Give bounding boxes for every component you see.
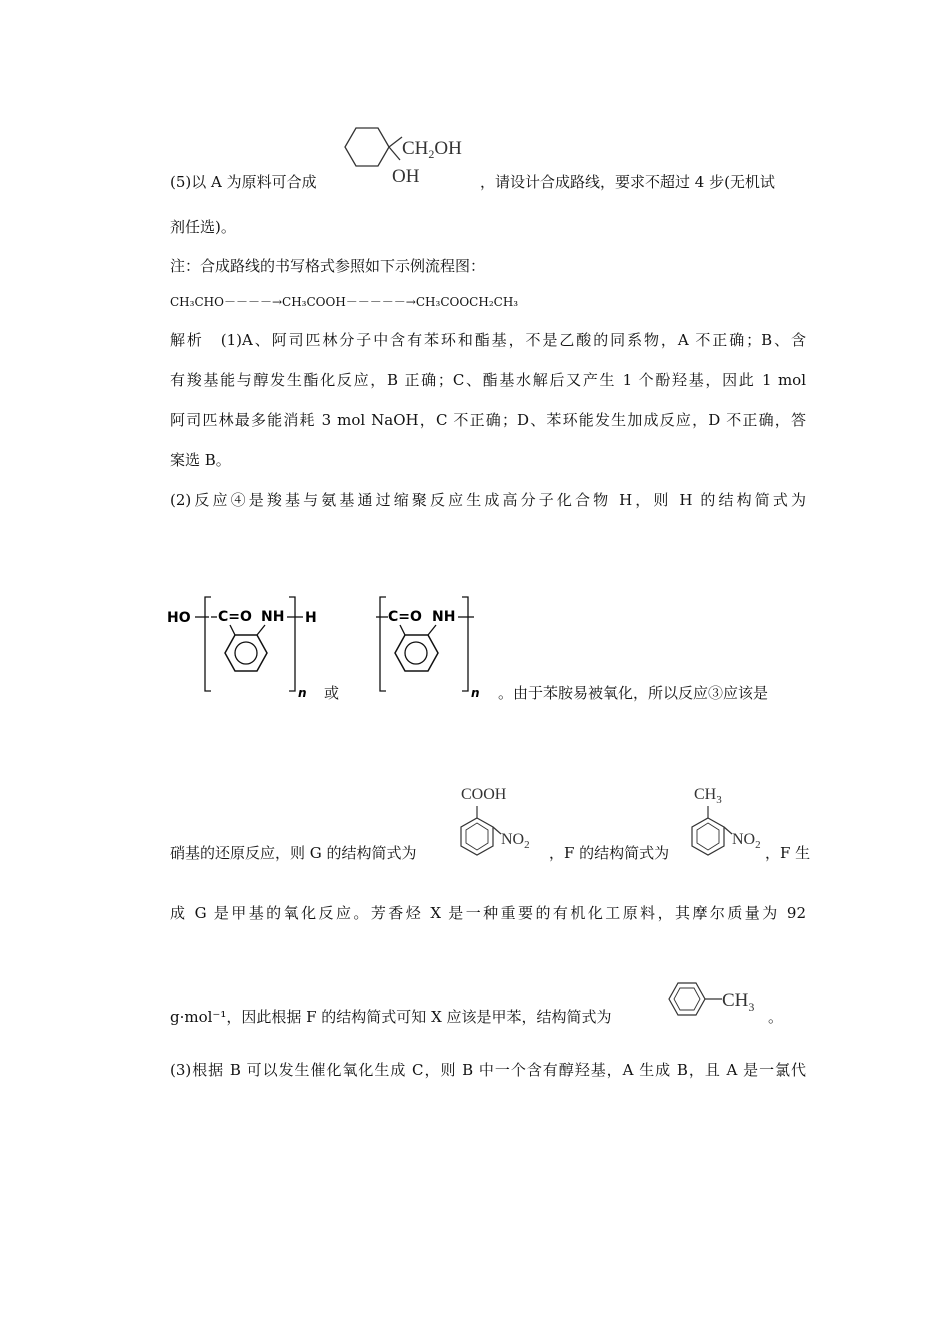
q5-text: (5)以 A 为原料可合成 (170, 173, 317, 191)
svg-text:NH: NH (432, 609, 456, 625)
flow-a: CH₃CHO (170, 295, 224, 309)
svg-text:NO2: $NO_2$ (732, 831, 761, 851)
ch2-label: CH (402, 138, 429, 159)
svg-text:n: n (298, 686, 307, 700)
analysis-x-line: 成 G 是甲基的氧化反应。芳香烃 X 是一种重要的有机化工原料，其摩尔质量为 92 (170, 904, 806, 922)
analysis-line-3: 阿司匹林最多能消耗 3 mol NaOH，C 不正确；D、苯环能发生加成反应，D 不正确，答 (170, 411, 806, 429)
flow-b: CH₃COOH (282, 295, 346, 309)
analysis-line-1: 解析 (1)A、阿司匹林分子中含有苯环和酯基，不是乙酸的同系物，A 不正确；B、含 (170, 331, 806, 349)
q5-text-2: ，请设计合成路线，要求不超过 4 步(无机试 (480, 173, 775, 191)
svg-text:HO: HO (167, 610, 191, 626)
analysis-x-line-2: g·mol⁻¹，因此根据 F 的结构简式可知 X 应该是甲苯，结构简式为 (170, 1008, 612, 1026)
g-structure (437, 780, 557, 862)
svg-text:NO2: $NO_2$ (501, 831, 530, 851)
analysis-g-text: 硝基的还原反应，则 G 的结构简式为 (170, 844, 417, 862)
analysis-p3: (3)根据 B 可以发生催化氧化生成 C，则 B 中一个含有醇羟基，A 生成 B，且 A 是一氯代 (170, 1061, 806, 1079)
flow-arrow-1: －－－－→ (223, 295, 283, 309)
example-flow (170, 292, 518, 312)
svg-text:H: H (305, 610, 317, 626)
svg-text:n: n (471, 686, 480, 700)
flow-arrow-2: －－－－－→ (345, 295, 416, 309)
flow-c: CH₃COOCH₂CH₃ (415, 295, 519, 309)
svg-text:CH3: $CH_3$ (722, 990, 755, 1014)
svg-text:CH3: $CH_3$ (694, 786, 722, 806)
analysis-x-end: 。 (768, 1008, 784, 1026)
svg-text:C=O: C=O (218, 609, 252, 625)
svg-text:C=O: C=O (388, 609, 422, 625)
cyclohexanol-methanol-structure (330, 120, 490, 190)
svg-text:CH2OH: $CH_2OH$ (402, 138, 462, 161)
q5-text-3: 剂任选)。 (170, 218, 236, 236)
toluene-structure (652, 975, 772, 1029)
or-text: 或 (324, 684, 340, 702)
polymer-structure-1 (165, 593, 315, 703)
svg-text:COOH: COOH (461, 786, 507, 803)
analysis-f-text: ，F 的结构简式为 (549, 844, 670, 862)
svg-text:NH: NH (261, 609, 285, 625)
analysis-p2: (2)反应④是羧基与氨基通过缩聚反应生成高分子化合物 H，则 H 的结构简式为 (170, 491, 806, 509)
analysis-line-2: 有羧基能与醇发生酯化反应，B 正确；C、酯基水解后又产生 1 个酚羟基，因此 1 mol (170, 371, 806, 389)
polymer-structure-2 (370, 593, 490, 703)
analysis-p2-tail: 。由于苯胺易被氧化，所以反应③应该是 (498, 684, 769, 702)
analysis-f-tail: ，F 生 (765, 844, 811, 862)
note-text: 注：合成路线的书写格式参照如下示例流程图： (170, 257, 486, 275)
analysis-line-4: 案选 B。 (170, 451, 231, 469)
oh-label: OH (392, 166, 420, 187)
